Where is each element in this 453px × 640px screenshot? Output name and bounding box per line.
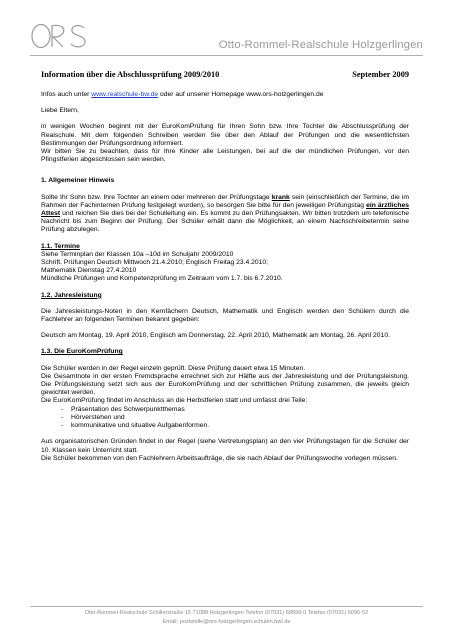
intro-paragraph-2: Wir bitten Sie zu beachten, dass für Ihre Kinder alle Leistungen, bei auf die der mündlichen Prüfungen, vor den Pfingstferien abgeschlossen sein werden. [41, 148, 409, 164]
termine-line: Siehe Terminplan der Klassen 10a –10d im Schuljahr 2009/2010 [41, 250, 234, 258]
letter-title-row [41, 71, 409, 81]
info-suffix: oder auf unserer Homepage www.ors-holzgerlingen.de [158, 91, 324, 98]
eurokom-parts-list [41, 406, 409, 431]
eurokom-paragraph-4: Aus organisatorischen Gründen findet in der Regel (siehe Vertretungsplan) an den vier Prüfungstagen für die Schüler der 10. Klassen kein Unterricht statt. [41, 438, 409, 454]
list-item: - kommunikative und situative Aufgabenformen. [41, 422, 409, 430]
jahresleistung-dates: Deutsch am Montag, 19. April 2010, Englisch am Donnerstag, 22. April 2010, Mathematik am Montag, 26. April 2010. [41, 332, 390, 340]
list-item: - Hörverstehen und [41, 414, 409, 422]
footer-address: Otto-Rommel-Realschule Schillerstraße 15 71088 Holzgerlingen Telefon (07031) 68599-0 Telefax (07031) 6096-52 [84, 610, 369, 616]
ors-monogram-logo-icon [30, 22, 100, 50]
letter-title: Information über die Abschlussprüfung 2009/2010 [41, 70, 220, 79]
section-1-2-heading: 1.2. Jahresleistung [41, 291, 102, 299]
info-line [41, 91, 409, 99]
footer-divider [30, 606, 423, 607]
jahresleistung-paragraph: Die Jahresleistungs-Noten in den Kernfächern Deutsch, Mathematik und Englisch werden den Schülern durch die Fachlehrer an folgenden Terminen bekannt gegeben: [41, 307, 409, 324]
header-divider [30, 55, 423, 56]
eurokom-paragraph-3: Die EuroKomPrüfung findet im Anschluss an die Herbstferien statt und umfasst drei Teile: [41, 397, 308, 405]
section-1-heading: 1. Allgemeiner Hinweis [41, 177, 115, 185]
section-1-paragraph [41, 194, 409, 235]
section-1-text-b: sein (einschließlich der Termine, die im Rahmen der Fachinternen Prüfung festgelegt wurden), so besorgen Sie bitte für den jeweiligen Prüfungstag [41, 193, 409, 209]
section-1-text-a: Sollte Ihr Sohn bzw. Ihre Tochter an einem oder mehreren der Prüfungstage [41, 193, 272, 201]
termine-line: Mündliche Prüfungen und Kompetenzprüfung im Zeitraum vom 1.7. bis 6.7.2010. [41, 275, 283, 283]
section-1-text-c: und reichen Sie dies bei der Schulleitung ein. Es kommt zu den Prüfungsakten. Wir bitten trotzdem um telefonische Nachricht bis zum Beginn der Prüfung. Der Schüler erhält dann die Möglichkeit, an einem Nachschreibetermin seine Prüfung abzulegen. [41, 210, 409, 234]
school-name: Otto-Rommel-Realschule Holzgerlingen [218, 39, 423, 51]
intro-paragraph: in wenigen Wochen beginnt mit der EuroKomPrüfung für Ihren Sohn bzw. Ihre Tochter die Abschlussprüfung der Realschule. Mit dem folgenden Schreiben werden Sie über den Ablauf der Prüfungen und die wesentlichsten Bestimmungen der Prüfungsordnung informiert. [41, 123, 409, 147]
section-1-1-heading: 1.1. Termine [41, 242, 80, 250]
realschule-bw-link[interactable]: www.realschule-bw.de [91, 91, 159, 98]
footer-email: Email: poststelle@ors-holzgerlingen.schulen.bwl.de [162, 619, 291, 625]
list-item: - Präsentation des Schwerpunktthemas [41, 406, 409, 414]
attest-emphasis: ein ärztliches Attest [41, 201, 409, 218]
eurokom-paragraph-2: Die Gesamtnote in der ersten Fremdsprache errechnet sich zur Hälfte aus der Jahresleistung und der Prüfungsleistung. Die Prüfungsleistung setzt sich aus der EuroKomPrüfung und der schriftlichen Prüfung zusammen, die jeweils gleich gewichtet werden. [41, 372, 409, 397]
salutation: Liebe Eltern, [41, 107, 79, 115]
section-1-3-heading: 1.3. Die EuroKomPrüfung [41, 348, 123, 356]
eurokom-paragraph-1: Die Schüler werden in der Regel einzeln geprüft. Diese Prüfung dauert etwa 15 Minuten. [41, 364, 306, 372]
letter-body [41, 71, 409, 463]
krank-emphasis: krank [271, 193, 290, 201]
letter-date: September 2009 [352, 70, 409, 79]
eurokom-paragraph-5: Die Schüler bekommen von den Fachlehrern Arbeitsaufträge, die sie nach Ablauf der Prüfungswoche vorlegen müssen. [41, 454, 398, 462]
termine-line: Mathematik Dienstag 27.4.2010 [41, 267, 137, 275]
termine-line: Schrift. Prüfungen Deutsch Mittwoch 21.4.2010; Englisch Freitag 23.4.2010; [41, 259, 269, 267]
info-prefix: Infos auch unter [41, 91, 92, 98]
